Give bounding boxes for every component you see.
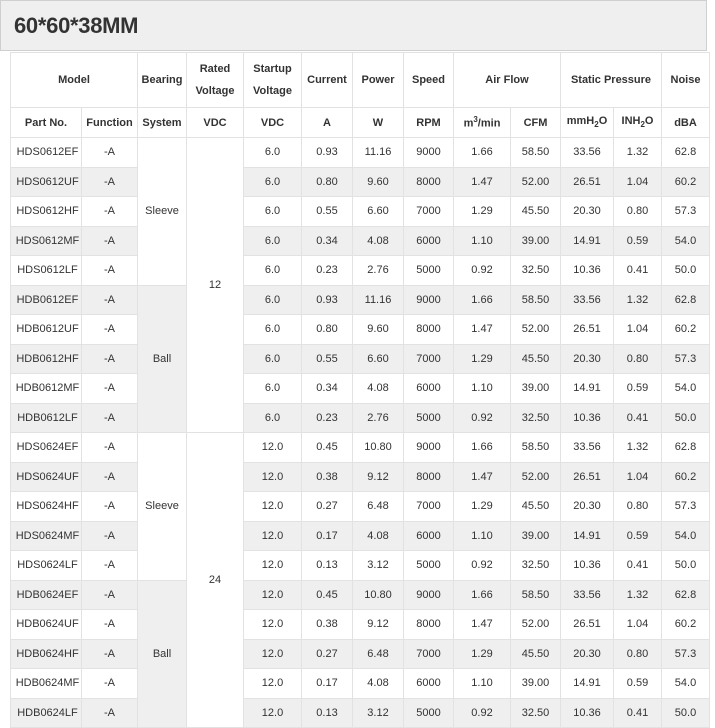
pressure-mmh2o-cell: 26.51	[561, 315, 614, 345]
current-cell: 0.34	[302, 374, 353, 404]
current-cell: 0.93	[302, 138, 353, 168]
table-row	[11, 285, 710, 315]
function-cell: -A	[82, 226, 138, 256]
subheader-mmh2o: mmH$_2$O	[561, 108, 614, 138]
part-no-cell: HDB0624LF	[11, 698, 82, 728]
startup-voltage-cell: 12.0	[244, 433, 302, 463]
power-cell: 9.12	[353, 462, 404, 492]
speed-cell: 7000	[404, 492, 454, 522]
pressure-inh2o-cell: 0.80	[614, 344, 662, 374]
table-row	[11, 138, 710, 168]
air-flow-m3min-cell: 1.29	[454, 344, 511, 374]
function-cell: -A	[82, 285, 138, 315]
function-cell: -A	[82, 610, 138, 640]
current-cell: 0.38	[302, 610, 353, 640]
power-cell: 9.60	[353, 167, 404, 197]
power-cell: 3.12	[353, 698, 404, 728]
table-row	[11, 698, 710, 728]
power-cell: 11.16	[353, 285, 404, 315]
part-no-cell: HDS0624LF	[11, 551, 82, 581]
current-cell: 0.55	[302, 197, 353, 227]
speed-cell: 9000	[404, 285, 454, 315]
part-no-cell: HDS0624MF	[11, 521, 82, 551]
table-row	[11, 315, 710, 345]
table-row	[11, 197, 710, 227]
pressure-inh2o-cell: 1.32	[614, 285, 662, 315]
air-flow-m3min-cell: 1.47	[454, 315, 511, 345]
air-flow-cfm-cell: 52.00	[511, 462, 561, 492]
current-cell: 0.34	[302, 226, 353, 256]
subheader-m3min: $m^3/\min$	[454, 108, 511, 138]
startup-voltage-cell: 12.0	[244, 669, 302, 699]
startup-voltage-cell: 12.0	[244, 492, 302, 522]
noise-cell: 54.0	[662, 669, 710, 699]
air-flow-cfm-cell: 45.50	[511, 492, 561, 522]
pressure-mmh2o-cell: 20.30	[561, 197, 614, 227]
pressure-inh2o-cell: 1.32	[614, 433, 662, 463]
pressure-inh2o-cell: 0.41	[614, 256, 662, 286]
header-air-flow: Air Flow	[454, 53, 561, 108]
bearing-system-cell: Sleeve	[138, 138, 187, 286]
table-row	[11, 433, 710, 463]
bearing-system-cell: Ball	[138, 580, 187, 728]
function-cell: -A	[82, 167, 138, 197]
current-cell: 0.93	[302, 285, 353, 315]
current-cell: 0.45	[302, 580, 353, 610]
air-flow-cfm-cell: 58.50	[511, 138, 561, 168]
noise-cell: 50.0	[662, 403, 710, 433]
speed-cell: 5000	[404, 698, 454, 728]
subheader-dba: dBA	[662, 108, 710, 138]
pressure-mmh2o-cell: 33.56	[561, 285, 614, 315]
page-title: 60*60*38MM	[14, 13, 139, 38]
noise-cell: 54.0	[662, 521, 710, 551]
function-cell: -A	[82, 197, 138, 227]
part-no-cell: HDS0612EF	[11, 138, 82, 168]
air-flow-m3min-cell: 1.47	[454, 610, 511, 640]
pressure-inh2o-cell: 1.04	[614, 167, 662, 197]
air-flow-cfm-cell: 52.00	[511, 315, 561, 345]
pressure-mmh2o-cell: 10.36	[561, 256, 614, 286]
noise-cell: 54.0	[662, 226, 710, 256]
air-flow-m3min-cell: 1.10	[454, 521, 511, 551]
subheader-row	[11, 108, 710, 138]
pressure-inh2o-cell: 1.04	[614, 315, 662, 345]
power-cell: 9.12	[353, 610, 404, 640]
function-cell: -A	[82, 256, 138, 286]
pressure-inh2o-cell: 0.41	[614, 403, 662, 433]
speed-cell: 6000	[404, 374, 454, 404]
table-row	[11, 374, 710, 404]
speed-cell: 8000	[404, 610, 454, 640]
rated-voltage-cell: 12	[187, 138, 244, 433]
air-flow-cfm-cell: 32.50	[511, 551, 561, 581]
part-no-cell: HDS0612MF	[11, 226, 82, 256]
noise-cell: 60.2	[662, 315, 710, 345]
speed-cell: 8000	[404, 167, 454, 197]
subheader-vdc-rated: VDC	[187, 108, 244, 138]
power-cell: 2.76	[353, 403, 404, 433]
current-cell: 0.13	[302, 698, 353, 728]
rated-voltage-cell: 24	[187, 433, 244, 728]
air-flow-m3min-cell: 1.10	[454, 374, 511, 404]
part-no-cell: HDB0624UF	[11, 610, 82, 640]
air-flow-m3min-cell: 0.92	[454, 403, 511, 433]
header-current: Current	[302, 53, 353, 108]
part-no-cell: HDB0612EF	[11, 285, 82, 315]
power-cell: 6.60	[353, 197, 404, 227]
air-flow-cfm-cell: 39.00	[511, 521, 561, 551]
pressure-mmh2o-cell: 26.51	[561, 610, 614, 640]
power-cell: 6.60	[353, 344, 404, 374]
startup-voltage-cell: 12.0	[244, 521, 302, 551]
part-no-cell: HDS0612LF	[11, 256, 82, 286]
table-row	[11, 580, 710, 610]
power-cell: 3.12	[353, 551, 404, 581]
noise-cell: 62.8	[662, 285, 710, 315]
startup-voltage-cell: 6.0	[244, 256, 302, 286]
speed-cell: 5000	[404, 551, 454, 581]
pressure-inh2o-cell: 0.80	[614, 492, 662, 522]
air-flow-cfm-cell: 32.50	[511, 698, 561, 728]
power-cell: 6.48	[353, 639, 404, 669]
subheader-cfm: CFM	[511, 108, 561, 138]
pressure-mmh2o-cell: 14.91	[561, 226, 614, 256]
noise-cell: 62.8	[662, 433, 710, 463]
part-no-cell: HDS0624EF	[11, 433, 82, 463]
current-cell: 0.23	[302, 403, 353, 433]
air-flow-cfm-cell: 45.50	[511, 344, 561, 374]
title-bar	[0, 0, 707, 51]
part-no-cell: HDB0624HF	[11, 639, 82, 669]
pressure-mmh2o-cell: 33.56	[561, 580, 614, 610]
function-cell: -A	[82, 344, 138, 374]
pressure-mmh2o-cell: 14.91	[561, 669, 614, 699]
pressure-mmh2o-cell: 10.36	[561, 403, 614, 433]
header-startup-voltage: Startup Voltage	[244, 53, 302, 108]
part-no-cell: HDB0612UF	[11, 315, 82, 345]
noise-cell: 50.0	[662, 551, 710, 581]
speed-cell: 5000	[404, 403, 454, 433]
function-cell: -A	[82, 669, 138, 699]
startup-voltage-cell: 6.0	[244, 374, 302, 404]
current-cell: 0.17	[302, 669, 353, 699]
pressure-mmh2o-cell: 10.36	[561, 698, 614, 728]
startup-voltage-cell: 6.0	[244, 285, 302, 315]
function-cell: -A	[82, 580, 138, 610]
pressure-inh2o-cell: 1.32	[614, 580, 662, 610]
function-cell: -A	[82, 433, 138, 463]
pressure-inh2o-cell: 0.80	[614, 197, 662, 227]
noise-cell: 50.0	[662, 256, 710, 286]
function-cell: -A	[82, 403, 138, 433]
startup-voltage-cell: 6.0	[244, 167, 302, 197]
speed-cell: 5000	[404, 256, 454, 286]
function-cell: -A	[82, 639, 138, 669]
subheader-w: W	[353, 108, 404, 138]
header-power: Power	[353, 53, 404, 108]
pressure-mmh2o-cell: 10.36	[561, 551, 614, 581]
table-row	[11, 551, 710, 581]
noise-cell: 57.3	[662, 344, 710, 374]
table-row	[11, 462, 710, 492]
startup-voltage-cell: 12.0	[244, 610, 302, 640]
subheader-vdc-startup: VDC	[244, 108, 302, 138]
pressure-inh2o-cell: 0.59	[614, 669, 662, 699]
pressure-inh2o-cell: 0.59	[614, 374, 662, 404]
speed-cell: 6000	[404, 521, 454, 551]
air-flow-m3min-cell: 1.10	[454, 226, 511, 256]
power-cell: 4.08	[353, 669, 404, 699]
startup-voltage-cell: 6.0	[244, 315, 302, 345]
header-row	[11, 53, 710, 108]
part-no-cell: HDS0612UF	[11, 167, 82, 197]
pressure-inh2o-cell: 1.04	[614, 462, 662, 492]
air-flow-cfm-cell: 32.50	[511, 403, 561, 433]
function-cell: -A	[82, 138, 138, 168]
air-flow-cfm-cell: 39.00	[511, 226, 561, 256]
header-model: Model	[11, 53, 138, 108]
part-no-cell: HDB0624MF	[11, 669, 82, 699]
air-flow-m3min-cell: 1.47	[454, 167, 511, 197]
noise-cell: 62.8	[662, 580, 710, 610]
startup-voltage-cell: 12.0	[244, 698, 302, 728]
subheader-a: A	[302, 108, 353, 138]
current-cell: 0.17	[302, 521, 353, 551]
part-no-cell: HDB0612LF	[11, 403, 82, 433]
air-flow-cfm-cell: 45.50	[511, 197, 561, 227]
air-flow-cfm-cell: 39.00	[511, 669, 561, 699]
air-flow-m3min-cell: 1.66	[454, 138, 511, 168]
air-flow-cfm-cell: 58.50	[511, 580, 561, 610]
current-cell: 0.38	[302, 462, 353, 492]
air-flow-cfm-cell: 52.00	[511, 167, 561, 197]
pressure-inh2o-cell: 0.41	[614, 551, 662, 581]
part-no-cell: HDS0612HF	[11, 197, 82, 227]
pressure-inh2o-cell: 1.32	[614, 138, 662, 168]
current-cell: 0.45	[302, 433, 353, 463]
table-row	[11, 610, 710, 640]
header-rated-voltage: Rated Voltage	[187, 53, 244, 108]
part-no-cell: HDS0624HF	[11, 492, 82, 522]
current-cell: 0.27	[302, 492, 353, 522]
startup-voltage-cell: 6.0	[244, 344, 302, 374]
startup-voltage-cell: 12.0	[244, 580, 302, 610]
function-cell: -A	[82, 492, 138, 522]
pressure-inh2o-cell: 0.41	[614, 698, 662, 728]
startup-voltage-cell: 6.0	[244, 197, 302, 227]
subheader-system: System	[138, 108, 187, 138]
part-no-cell: HDB0624EF	[11, 580, 82, 610]
table-row	[11, 167, 710, 197]
air-flow-cfm-cell: 39.00	[511, 374, 561, 404]
function-cell: -A	[82, 315, 138, 345]
function-cell: -A	[82, 521, 138, 551]
air-flow-m3min-cell: 1.66	[454, 285, 511, 315]
speed-cell: 9000	[404, 433, 454, 463]
header-noise: Noise	[662, 53, 710, 108]
function-cell: -A	[82, 374, 138, 404]
startup-voltage-cell: 6.0	[244, 138, 302, 168]
noise-cell: 60.2	[662, 167, 710, 197]
air-flow-m3min-cell: 1.29	[454, 492, 511, 522]
noise-cell: 57.3	[662, 639, 710, 669]
subheader-part-no: Part No.	[11, 108, 82, 138]
noise-cell: 62.8	[662, 138, 710, 168]
header-bearing: Bearing	[138, 53, 187, 108]
current-cell: 0.13	[302, 551, 353, 581]
speed-cell: 8000	[404, 315, 454, 345]
function-cell: -A	[82, 551, 138, 581]
current-cell: 0.80	[302, 315, 353, 345]
table-row	[11, 344, 710, 374]
air-flow-m3min-cell: 0.92	[454, 698, 511, 728]
power-cell: 4.08	[353, 226, 404, 256]
subheader-function: Function	[82, 108, 138, 138]
bearing-system-cell: Ball	[138, 285, 187, 433]
pressure-inh2o-cell: 0.80	[614, 639, 662, 669]
function-cell: -A	[82, 462, 138, 492]
current-cell: 0.23	[302, 256, 353, 286]
noise-cell: 57.3	[662, 492, 710, 522]
spec-table	[10, 52, 710, 728]
pressure-mmh2o-cell: 20.30	[561, 344, 614, 374]
startup-voltage-cell: 12.0	[244, 639, 302, 669]
current-cell: 0.55	[302, 344, 353, 374]
power-cell: 10.80	[353, 433, 404, 463]
subheader-inh2o: $INH_2O$	[614, 108, 662, 138]
noise-cell: 60.2	[662, 462, 710, 492]
air-flow-m3min-cell: 1.66	[454, 433, 511, 463]
startup-voltage-cell: 12.0	[244, 551, 302, 581]
bearing-system-cell: Sleeve	[138, 433, 187, 581]
function-cell: -A	[82, 698, 138, 728]
current-cell: 0.80	[302, 167, 353, 197]
startup-voltage-cell: 12.0	[244, 462, 302, 492]
pressure-inh2o-cell: 0.59	[614, 521, 662, 551]
speed-cell: 6000	[404, 669, 454, 699]
speed-cell: 7000	[404, 344, 454, 374]
table-row	[11, 403, 710, 433]
table-row	[11, 492, 710, 522]
power-cell: 6.48	[353, 492, 404, 522]
table-row	[11, 521, 710, 551]
speed-cell: 7000	[404, 197, 454, 227]
power-cell: 4.08	[353, 521, 404, 551]
pressure-mmh2o-cell: 14.91	[561, 521, 614, 551]
table-row	[11, 639, 710, 669]
noise-cell: 50.0	[662, 698, 710, 728]
table-row	[11, 669, 710, 699]
air-flow-cfm-cell: 45.50	[511, 639, 561, 669]
table-row	[11, 256, 710, 286]
power-cell: 2.76	[353, 256, 404, 286]
power-cell: 10.80	[353, 580, 404, 610]
header-speed: Speed	[404, 53, 454, 108]
air-flow-m3min-cell: 0.92	[454, 551, 511, 581]
speed-cell: 6000	[404, 226, 454, 256]
power-cell: 11.16	[353, 138, 404, 168]
air-flow-cfm-cell: 58.50	[511, 433, 561, 463]
pressure-inh2o-cell: 0.59	[614, 226, 662, 256]
current-cell: 0.27	[302, 639, 353, 669]
noise-cell: 57.3	[662, 197, 710, 227]
air-flow-cfm-cell: 52.00	[511, 610, 561, 640]
header-static-pressure: Static Pressure	[561, 53, 662, 108]
air-flow-m3min-cell: 1.66	[454, 580, 511, 610]
air-flow-m3min-cell: 0.92	[454, 256, 511, 286]
speed-cell: 9000	[404, 138, 454, 168]
pressure-mmh2o-cell: 20.30	[561, 492, 614, 522]
subheader-rpm: RPM	[404, 108, 454, 138]
startup-voltage-cell: 6.0	[244, 403, 302, 433]
noise-cell: 54.0	[662, 374, 710, 404]
noise-cell: 60.2	[662, 610, 710, 640]
pressure-mmh2o-cell: 14.91	[561, 374, 614, 404]
pressure-inh2o-cell: 1.04	[614, 610, 662, 640]
part-no-cell: HDB0612MF	[11, 374, 82, 404]
pressure-mmh2o-cell: 33.56	[561, 433, 614, 463]
air-flow-m3min-cell: 1.29	[454, 639, 511, 669]
air-flow-m3min-cell: 1.47	[454, 462, 511, 492]
part-no-cell: HDB0612HF	[11, 344, 82, 374]
pressure-mmh2o-cell: 33.56	[561, 138, 614, 168]
table-row	[11, 226, 710, 256]
power-cell: 4.08	[353, 374, 404, 404]
air-flow-m3min-cell: 1.10	[454, 669, 511, 699]
speed-cell: 9000	[404, 580, 454, 610]
part-no-cell: HDS0624UF	[11, 462, 82, 492]
pressure-mmh2o-cell: 26.51	[561, 167, 614, 197]
pressure-mmh2o-cell: 26.51	[561, 462, 614, 492]
air-flow-cfm-cell: 58.50	[511, 285, 561, 315]
pressure-mmh2o-cell: 20.30	[561, 639, 614, 669]
startup-voltage-cell: 6.0	[244, 226, 302, 256]
power-cell: 9.60	[353, 315, 404, 345]
air-flow-m3min-cell: 1.29	[454, 197, 511, 227]
speed-cell: 7000	[404, 639, 454, 669]
speed-cell: 8000	[404, 462, 454, 492]
air-flow-cfm-cell: 32.50	[511, 256, 561, 286]
